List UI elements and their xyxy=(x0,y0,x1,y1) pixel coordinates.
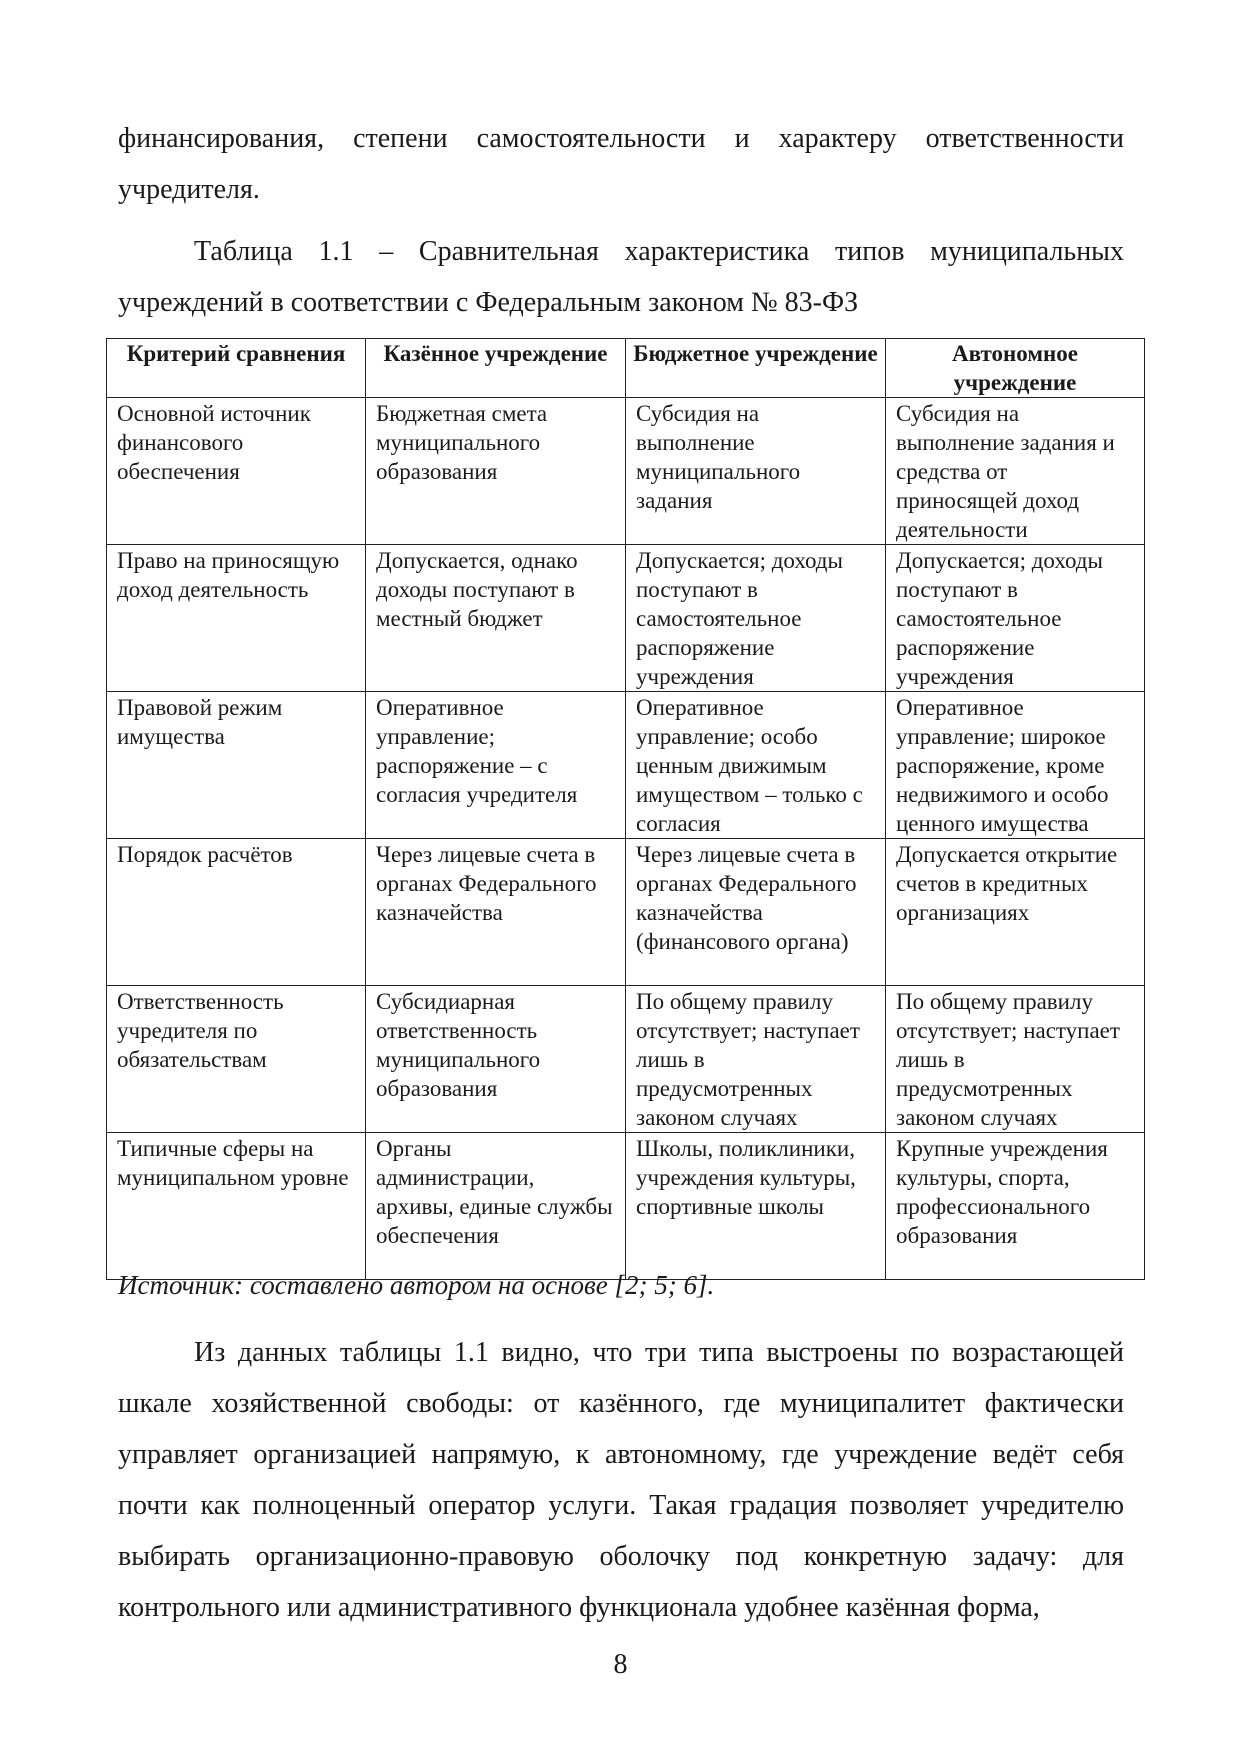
table-cell: Через лицевые счета в органах Федерального казначейства (финансового органа) xyxy=(626,839,886,986)
table-cell: Бюджетная смета муниципального образования xyxy=(366,398,626,545)
table-cell: Оперативное управление; широкое распоряжение, кроме недвижимого и особо ценного имущества xyxy=(886,692,1145,839)
table-row xyxy=(107,986,1145,1133)
table-cell: Допускается; доходы поступают в самостоятельное распоряжение учреждения xyxy=(626,545,886,692)
table-cell: Типичные сферы на муниципальном уровне xyxy=(107,1133,366,1280)
header-avtonomnoe: Автономное учреждение xyxy=(886,339,1145,398)
table-cell: Право на приносящую доход деятельность xyxy=(107,545,366,692)
table-cell: Допускается открытие счетов в кредитных организациях xyxy=(886,839,1145,986)
table-row xyxy=(107,839,1145,986)
table-cell: Правовой режим имущества xyxy=(107,692,366,839)
table-cell: Школы, поликлиники, учреждения культуры, спортивные школы xyxy=(626,1133,886,1280)
table-cell: Оперативное управление; распоряжение – с согласия учредителя xyxy=(366,692,626,839)
table-cell: Допускается, однако доходы поступают в местный бюджет xyxy=(366,545,626,692)
table-cell: Субсидия на выполнение задания и средства от приносящей доход деятельности xyxy=(886,398,1145,545)
page-number: 8 xyxy=(613,1649,628,1680)
table-header-row xyxy=(107,339,1145,398)
analysis-paragraph: Из данных таблицы 1.1 видно, что три типа выстроены по возрастающей шкале хозяйственной свободы: от казённого, где муниципалитет фактически управляет организацией напрямую, к автономному, где учреждение ведёт себя почти как полноценный оператор услуги. Такая градация позволяет учредителю выбирать организационно-правовую оболочку под конкретную задачу: для контрольного или административного функционала удобнее казённая форма, xyxy=(118,1337,1124,1623)
table-cell: Органы администрации, архивы, единые службы обеспечения xyxy=(366,1133,626,1280)
table-cell: Субсидиарная ответственность муниципального образования xyxy=(366,986,626,1133)
header-byudzhetnoe: Бюджетное учреждение xyxy=(626,339,886,398)
table-cell: Допускается; доходы поступают в самостоятельное распоряжение учреждения xyxy=(886,545,1145,692)
table-cell: По общему правилу отсутствует; наступает лишь в предусмотренных законом случаях xyxy=(886,986,1145,1133)
table-cell: Субсидия на выполнение муниципального задания xyxy=(626,398,886,545)
table-caption: Таблица 1.1 – Сравнительная характеристика типов муниципальных учреждений в соответствии с Федеральным законом № 83-ФЗ xyxy=(118,236,1124,318)
intro-paragraph-tail: финансирования, степени самостоятельности и характеру ответственности учредителя. xyxy=(118,123,1124,205)
table-cell: Основной источник финансового обеспечения xyxy=(107,398,366,545)
table-cell: По общему правилу отсутствует; наступает лишь в предусмотренных законом случаях xyxy=(626,986,886,1133)
table-cell: Крупные учреждения культуры, спорта, профессионального образования xyxy=(886,1133,1145,1280)
table-cell: Ответственность учредителя по обязательствам xyxy=(107,986,366,1133)
table-source-note: Источник: составлено автором на основе [2; 5; 6]. xyxy=(118,1270,715,1300)
table-cell: Оперативное управление; особо ценным движимым имуществом – только с согласия xyxy=(626,692,886,839)
comparison-table xyxy=(106,338,1145,1280)
header-kazennoe: Казённое учреждение xyxy=(366,339,626,398)
header-criterion: Критерий сравнения xyxy=(107,339,366,398)
table-row xyxy=(107,692,1145,839)
table-body xyxy=(107,398,1145,1280)
table-row xyxy=(107,1133,1145,1280)
table-header xyxy=(107,339,1145,398)
table-cell: Через лицевые счета в органах Федерального казначейства xyxy=(366,839,626,986)
table-cell: Порядок расчётов xyxy=(107,839,366,986)
table-row xyxy=(107,398,1145,545)
table-row xyxy=(107,545,1145,692)
